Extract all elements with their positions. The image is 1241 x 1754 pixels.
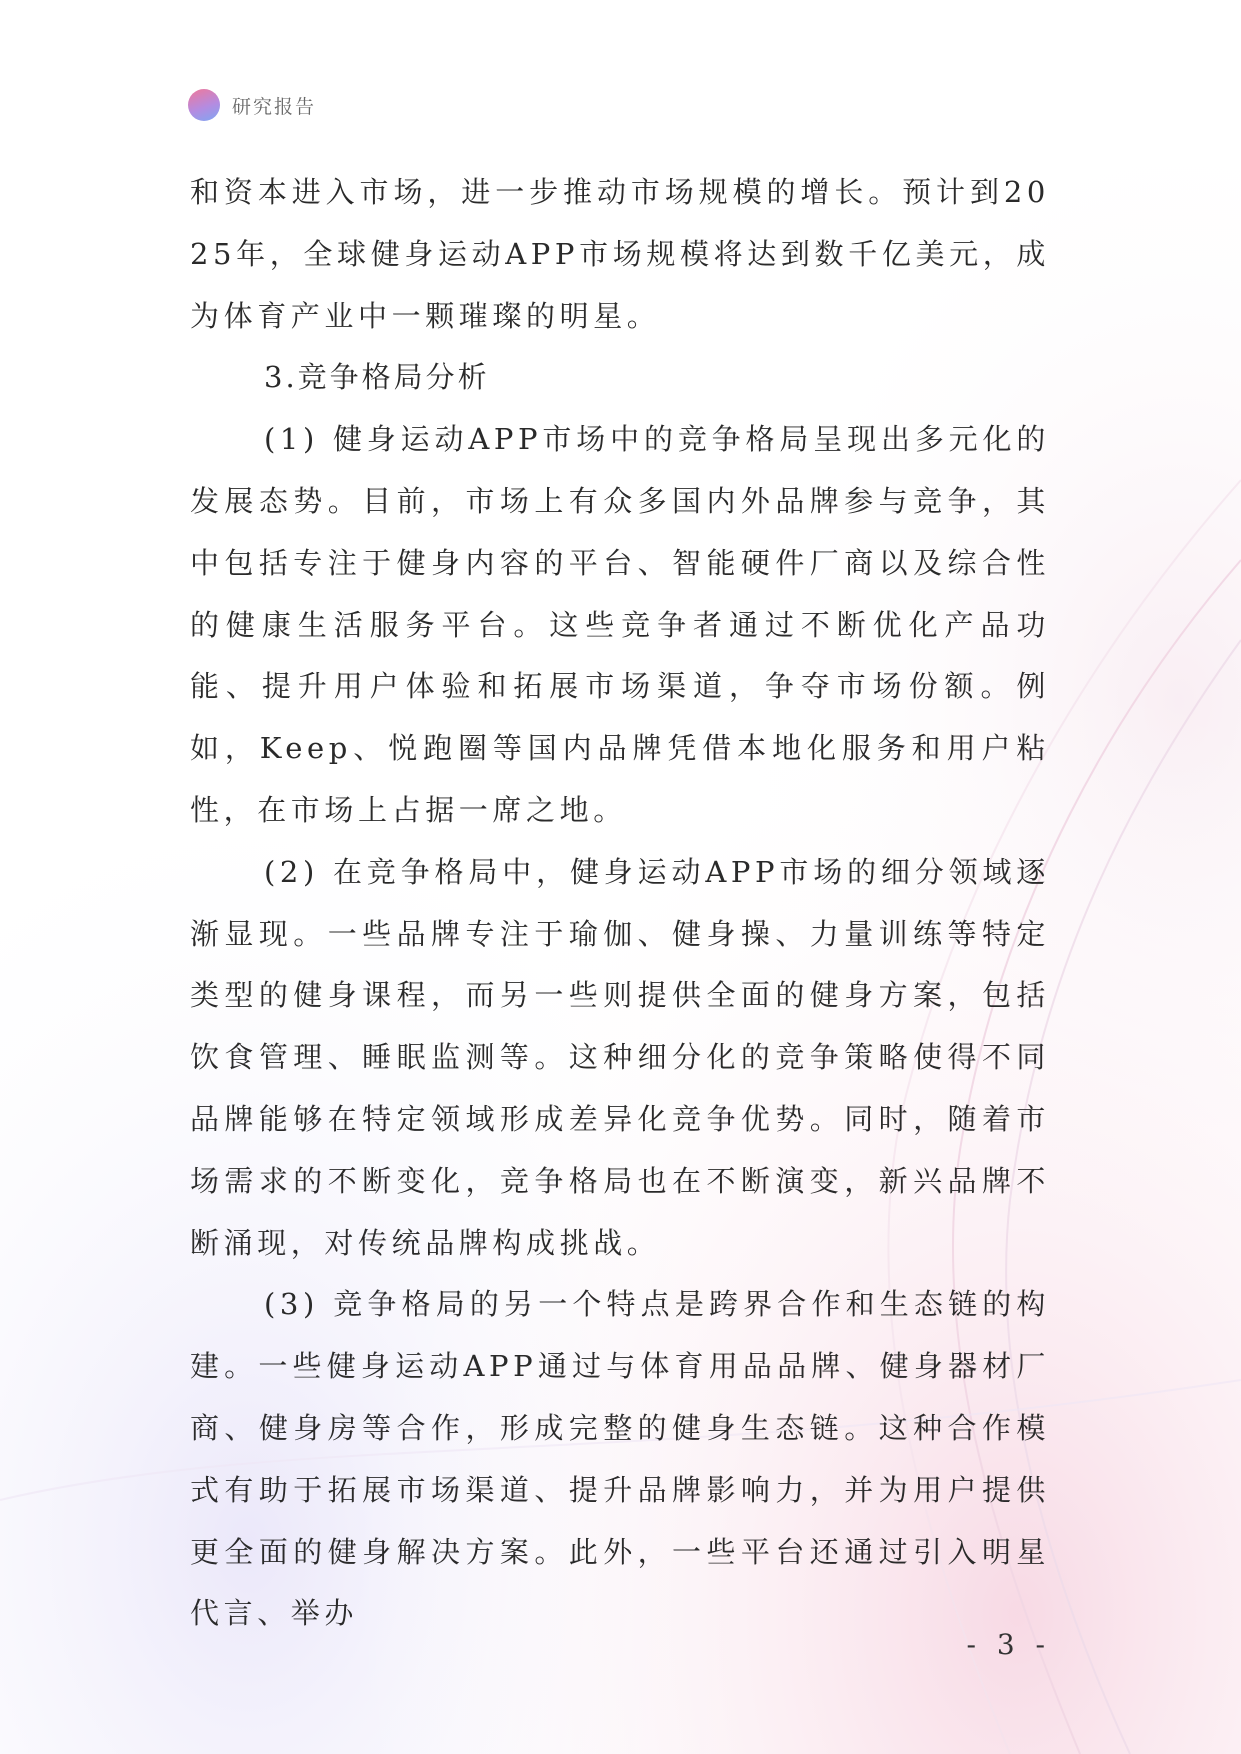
paragraph-2: (2) 在竞争格局中，健身运动APP市场的细分领域逐渐显现。一些品牌专注于瑜伽、健身操、力量训练等特定类型的健身课程，而另一些则提供全面的健身方案，包括饮食管理、睡眠监测等。这种细分化的竞争策略使得不同品牌能够在特定领域形成差异化竞争优势。同时，随着市场需求的不断变化，竞争格局也在不断演变，新兴品牌不断涌现，对传统品牌构成挑战。 bbox=[190, 854, 1050, 1260]
paragraph-continued: 和资本进入市场，进一步推动市场规模的增长。预计到2025年，全球健身运动APP市场规模将达到数千亿美元，成为体育产业中一颗璀璨的明星。 bbox=[190, 175, 1050, 333]
document-body bbox=[190, 162, 1050, 1645]
paragraph-3: (3) 竞争格局的另一个特点是跨界合作和生态链的构建。一些健身运动APP通过与体育用品品牌、健身器材厂商、健身房等合作，形成完整的健身生态链。这种合作模式有助于拓展市场渠道、提升品牌影响力，并为用户提供更全面的健身解决方案。此外，一些平台还通过引入明星代言、举办 bbox=[190, 1287, 1050, 1631]
page-header bbox=[188, 88, 316, 122]
header-title: 研究报告 bbox=[232, 95, 317, 118]
report-logo-icon bbox=[188, 89, 220, 121]
paragraph-1: (1) 健身运动APP市场中的竞争格局呈现出多元化的发展态势。目前，市场上有众多国内外品牌参与竞争，其中包括专注于健身内容的平台、智能硬件厂商以及综合性的健康生活服务平台。这些竞争者通过不断优化产品功能、提升用户体验和拓展市场渠道，争夺市场份额。例如，Keep、悦跑圈等国内品牌凭借本地化服务和用户粘性，在市场上占据一席之地。 bbox=[190, 422, 1050, 827]
section-heading: 3.竞争格局分析 bbox=[264, 360, 490, 395]
page-number: - 3 - bbox=[966, 1628, 1051, 1661]
